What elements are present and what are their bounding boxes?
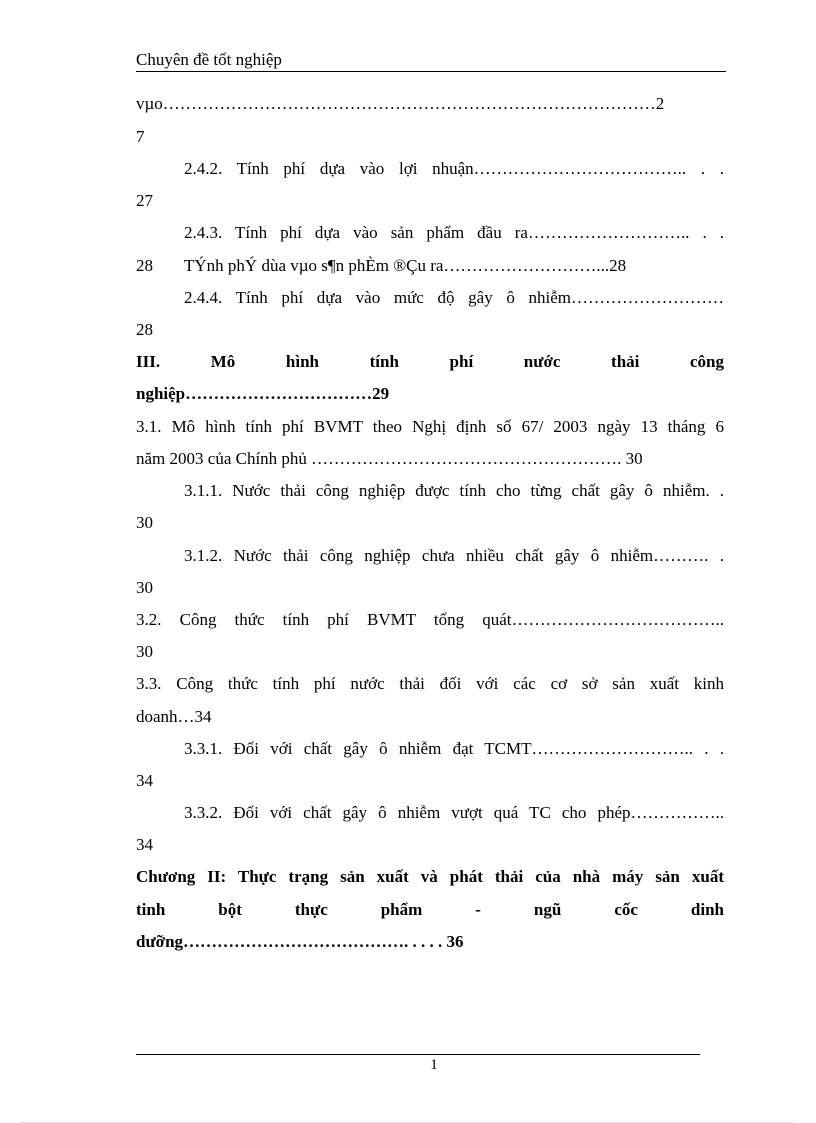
toc-entry-garbled: TÝnh phÝ dùa vµo s¶n phÈm ®Çu ra………………………...28 bbox=[184, 256, 627, 275]
toc-entry-3-1-cont: năm 2003 của Chính phủ ………………………………………………. 30 bbox=[136, 449, 643, 468]
toc-entry-3-1: 3.1. Mô hình tính phí BVMT theo Nghị định số 67/ 2003 ngày 13 tháng 6 bbox=[136, 417, 724, 436]
toc-section-iii: III. Mô hình tính phí nước thải công bbox=[136, 352, 724, 371]
page-header: Chuyên đề tốt nghiệp bbox=[136, 50, 726, 72]
toc-entry-2-4-2: 2.4.2. Tính phí dựa vào lợi nhuận……………………………….. . . bbox=[184, 159, 724, 178]
toc-page-number: 30 bbox=[136, 578, 153, 597]
page-number: 1 bbox=[430, 1057, 438, 1073]
toc-page-number: 30 bbox=[136, 642, 153, 661]
toc-page-number: 34 bbox=[136, 835, 153, 854]
toc-entry-3-3-cont: doanh…34 bbox=[136, 707, 212, 726]
toc-chapter-ii-cont: tinh bột thực phẩm - ngũ cốc dinh bbox=[136, 900, 724, 919]
toc-page-number: 7 bbox=[136, 127, 145, 146]
toc-page-number: 27 bbox=[136, 191, 153, 210]
toc-entry-2-4-3: 2.4.3. Tính phí dựa vào sản phẩm đầu ra……………………….. . . bbox=[184, 223, 724, 242]
toc-page-number: 28 bbox=[136, 256, 153, 275]
toc-section-iii-cont: nghiệp……………………………29 bbox=[136, 384, 390, 403]
footer-rule bbox=[136, 1054, 700, 1055]
toc-chapter-ii: Chương II: Thực trạng sản xuất và phát thải của nhà máy sản xuất bbox=[136, 867, 724, 886]
toc-entry-3-3-1: 3.3.1. Đối với chất gây ô nhiễm đạt TCMT……………………….. . . bbox=[184, 739, 724, 758]
toc-entry-3-3-2: 3.3.2. Đối với chất gây ô nhiễm vượt quá TC cho phép…………….. bbox=[184, 803, 724, 822]
toc-page-number: 28 bbox=[136, 320, 153, 339]
toc-page-number: 34 bbox=[136, 771, 153, 790]
toc-chapter-ii-end: dưỡng…………………………………. . . . . 36 bbox=[136, 932, 464, 951]
toc-entry-3-2: 3.2. Công thức tính phí BVMT tổng quát……………………………….. bbox=[136, 610, 724, 629]
toc-entry-2-4-4: 2.4.4. Tính phí dựa vào mức độ gây ô nhiễm……………………… bbox=[184, 288, 724, 307]
toc-line: vµo……………………………………………………………………………2 bbox=[136, 94, 665, 113]
toc-entry-3-1-2: 3.1.2. Nước thải công nghiệp chưa nhiều chất gây ô nhiễm………. . bbox=[184, 546, 724, 565]
toc-page-number: 30 bbox=[136, 513, 153, 532]
toc-entry-3-3: 3.3. Công thức tính phí nước thải đối với các cơ sở sản xuất kinh bbox=[136, 674, 724, 693]
toc-entry-3-1-1: 3.1.1. Nước thải công nghiệp được tính cho từng chất gây ô nhiễm. . bbox=[184, 481, 724, 500]
